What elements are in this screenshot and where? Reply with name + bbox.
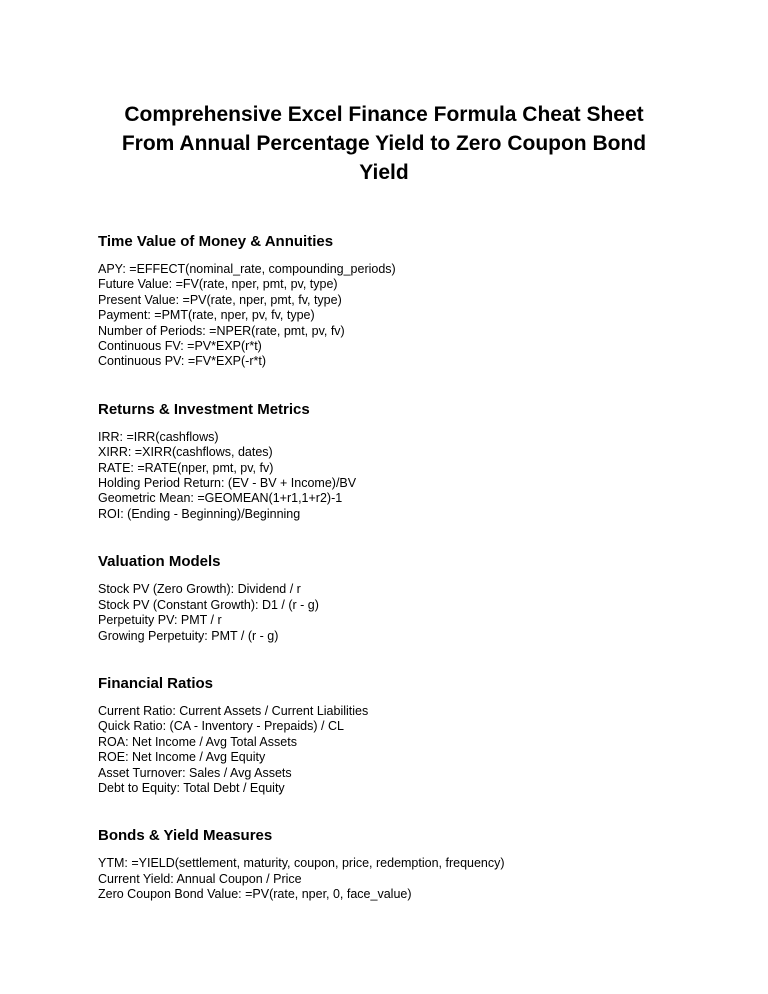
section-heading: Time Value of Money & Annuities [98, 233, 334, 250]
formula-line: YTM: =YIELD(settlement, maturity, coupon, price, redemption, frequency) [98, 856, 505, 871]
formula-line: Number of Periods: =NPER(rate, pmt, pv, fv) [98, 323, 345, 338]
formula-line: IRR: =IRR(cashflows) [98, 429, 219, 444]
formula-list [98, 704, 670, 796]
formula-section [98, 400, 670, 522]
formula-line: Stock PV (Zero Growth): Dividend / r [98, 582, 301, 597]
formula-line: RATE: =RATE(nper, pmt, pv, fv) [98, 460, 274, 475]
formula-line: ROA: Net Income / Avg Total Assets [98, 734, 297, 749]
formula-line: ROI: (Ending - Beginning)/Beginning [98, 506, 301, 521]
formula-line: Payment: =PMT(rate, nper, pv, fv, type) [98, 308, 315, 323]
document-title [98, 100, 670, 187]
formula-line: Asset Turnover: Sales / Avg Assets [98, 765, 292, 780]
formula-line: XIRR: =XIRR(cashflows, dates) [98, 445, 273, 460]
formula-line: Quick Ratio: (CA - Inventory - Prepaids) / CL [98, 719, 344, 734]
document-title-line: From Annual Percentage Yield to Zero Coupon Bond [121, 132, 647, 155]
formula-line: Current Yield: Annual Coupon / Price [98, 871, 302, 886]
formula-line: Geometric Mean: =GEOMEAN(1+r1,1+r2)-1 [98, 491, 343, 506]
formula-line: Perpetuity PV: PMT / r [98, 613, 222, 628]
section-heading: Financial Ratios [98, 674, 214, 692]
formula-line: Continuous PV: =FV*EXP(-r*t) [98, 354, 267, 369]
formula-line: Debt to Equity: Total Debt / Equity [98, 780, 285, 795]
formula-line: Continuous FV: =PV*EXP(r*t) [98, 339, 262, 354]
sections-container [98, 232, 670, 903]
formula-line: Zero Coupon Bond Value: =PV(rate, nper, 0, face_value) [98, 887, 412, 902]
formula-line: Current Ratio: Current Assets / Current Liabilities [98, 703, 369, 718]
formula-list [98, 430, 670, 522]
formula-list [98, 262, 670, 370]
section-heading: Returns & Investment Metrics [98, 400, 310, 418]
document-title-line: Comprehensive Excel Finance Formula Cheat Sheet [124, 103, 644, 126]
formula-line: Future Value: =FV(rate, nper, pmt, pv, type) [98, 277, 338, 292]
formula-section [98, 674, 670, 796]
formula-list [98, 856, 670, 902]
formula-line: APY: =EFFECT(nominal_rate, compounding_periods) [98, 262, 396, 276]
formula-line: ROE: Net Income / Avg Equity [98, 750, 266, 765]
formula-line: Holding Period Return: (EV - BV + Income)/BV [98, 476, 357, 491]
formula-section [98, 232, 670, 370]
section-heading: Bonds & Yield Measures [98, 827, 273, 845]
formula-line: Present Value: =PV(rate, nper, pmt, fv, type) [98, 292, 342, 307]
formula-list [98, 582, 670, 644]
section-heading: Valuation Models [98, 553, 221, 571]
formula-section [98, 826, 670, 902]
document-title-line: Yield [359, 161, 409, 184]
formula-line: Stock PV (Constant Growth): D1 / (r - g) [98, 597, 319, 612]
formula-section [98, 552, 670, 644]
formula-line: Growing Perpetuity: PMT / (r - g) [98, 628, 279, 643]
